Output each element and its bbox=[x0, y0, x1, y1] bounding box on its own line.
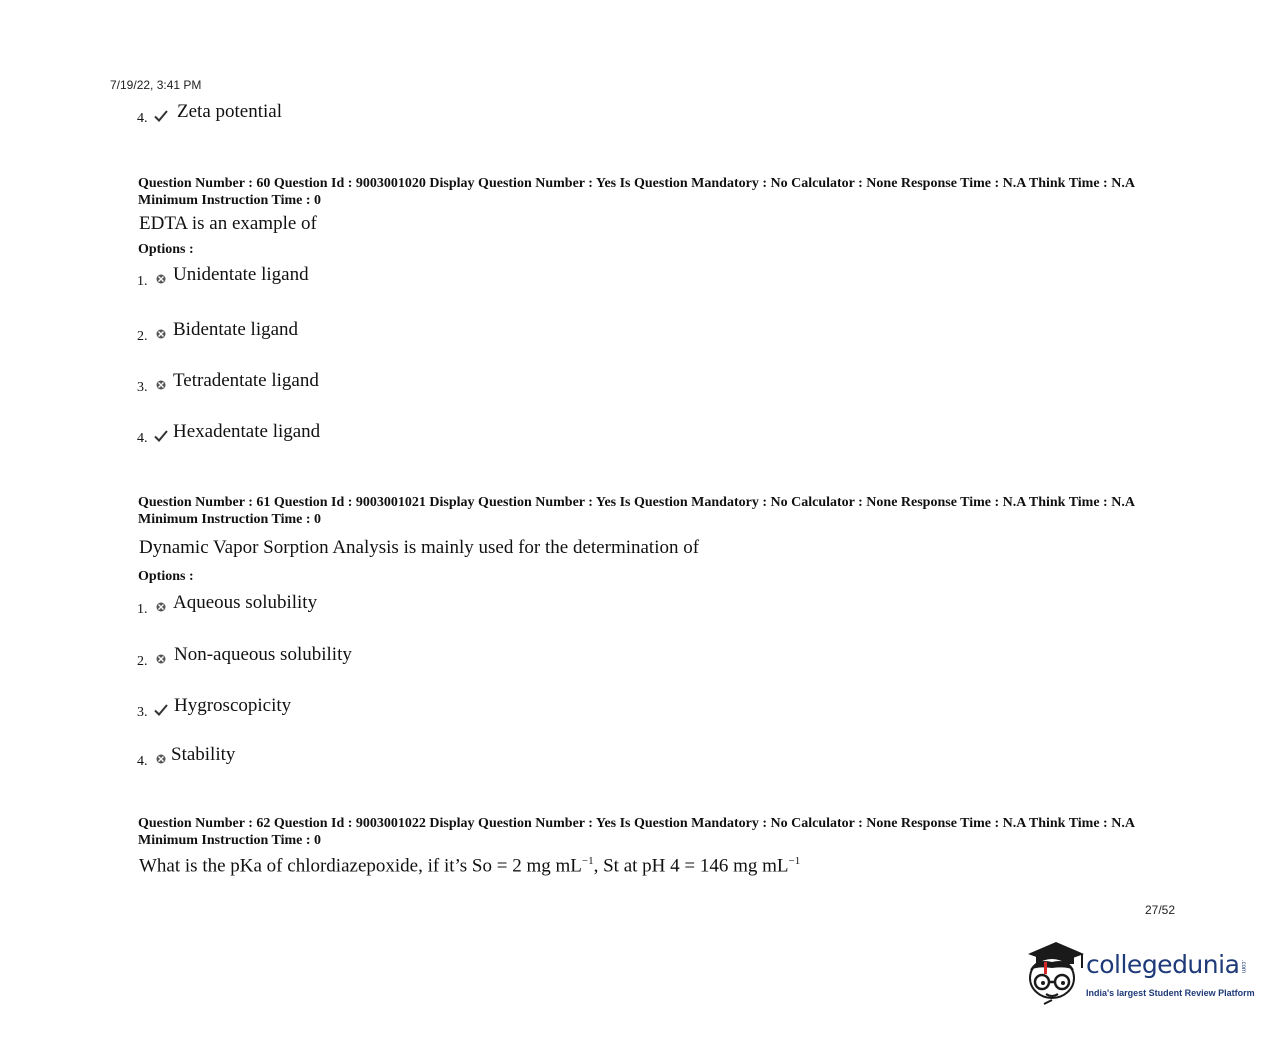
question-text: EDTA is an example of bbox=[139, 213, 317, 234]
superscript: −1 bbox=[788, 855, 801, 867]
option-text: Aqueous solubility bbox=[173, 592, 318, 613]
print-timestamp: 7/19/22, 3:41 PM bbox=[110, 78, 202, 92]
mascot-icon bbox=[1022, 938, 1086, 1008]
option-number: 2. bbox=[137, 329, 148, 344]
option-number: 4. bbox=[137, 431, 148, 446]
check-icon bbox=[153, 428, 169, 444]
option-number: 3. bbox=[137, 705, 148, 720]
option-text: Non-aqueous solubility bbox=[174, 644, 352, 665]
check-icon bbox=[153, 702, 169, 718]
option-text: Tetradentate ligand bbox=[173, 370, 319, 391]
cross-icon bbox=[153, 599, 169, 615]
question-text: Dynamic Vapor Sorption Analysis is mainly used for the determination of bbox=[139, 537, 700, 558]
option-text: Hexadentate ligand bbox=[173, 421, 321, 442]
option-number: 4. bbox=[137, 111, 148, 126]
question-text-part: , St at pH 4 = 146 mg mL bbox=[593, 855, 789, 877]
option-number: 1. bbox=[137, 274, 148, 289]
cross-icon bbox=[153, 377, 169, 393]
logo-suffix-text: .com bbox=[1240, 960, 1246, 974]
logo-brand-text: collegedunia bbox=[1086, 950, 1240, 979]
collegedunia-logo bbox=[1022, 938, 1262, 1008]
cross-icon bbox=[153, 751, 169, 767]
cross-icon bbox=[153, 651, 169, 667]
check-icon bbox=[153, 108, 169, 124]
question-meta: Question Number : 61 Question Id : 9003001021 Display Question Number : Yes Is Question Mandatory : No Calculator : None Response Time : N.A Think Time : N.A Minimum Instruction Time : 0 bbox=[138, 495, 1135, 527]
logo-tagline: India's largest Student Review Platform bbox=[1086, 988, 1255, 998]
option-number: 3. bbox=[137, 380, 148, 395]
question-text-part: What is the pKa of chlordiazepoxide, if it’s So = 2 mg mL bbox=[139, 855, 582, 877]
option-number: 1. bbox=[137, 602, 148, 617]
superscript: −1 bbox=[581, 855, 594, 867]
option-text: Stability bbox=[171, 744, 236, 765]
options-label: Options : bbox=[138, 242, 194, 257]
question-meta: Question Number : 60 Question Id : 9003001020 Display Question Number : Yes Is Question Mandatory : No Calculator : None Response Time : N.A Think Time : N.A Minimum Instruction Time : 0 bbox=[138, 176, 1135, 208]
question-meta: Question Number : 62 Question Id : 9003001022 Display Question Number : Yes Is Question Mandatory : No Calculator : None Response Time : N.A Think Time : N.A Minimum Instruction Time : 0 bbox=[138, 816, 1135, 848]
option-number: 4. bbox=[137, 754, 148, 769]
option-text: Unidentate ligand bbox=[173, 264, 309, 285]
question-text bbox=[139, 855, 800, 877]
options-label: Options : bbox=[138, 569, 194, 584]
cross-icon bbox=[153, 326, 169, 342]
option-text: Zeta potential bbox=[177, 101, 282, 122]
option-text: Bidentate ligand bbox=[173, 319, 299, 340]
page-number: 27/52 bbox=[1145, 903, 1176, 917]
option-text: Hygroscopicity bbox=[174, 695, 292, 716]
cross-icon bbox=[153, 271, 169, 287]
option-number: 2. bbox=[137, 654, 148, 669]
